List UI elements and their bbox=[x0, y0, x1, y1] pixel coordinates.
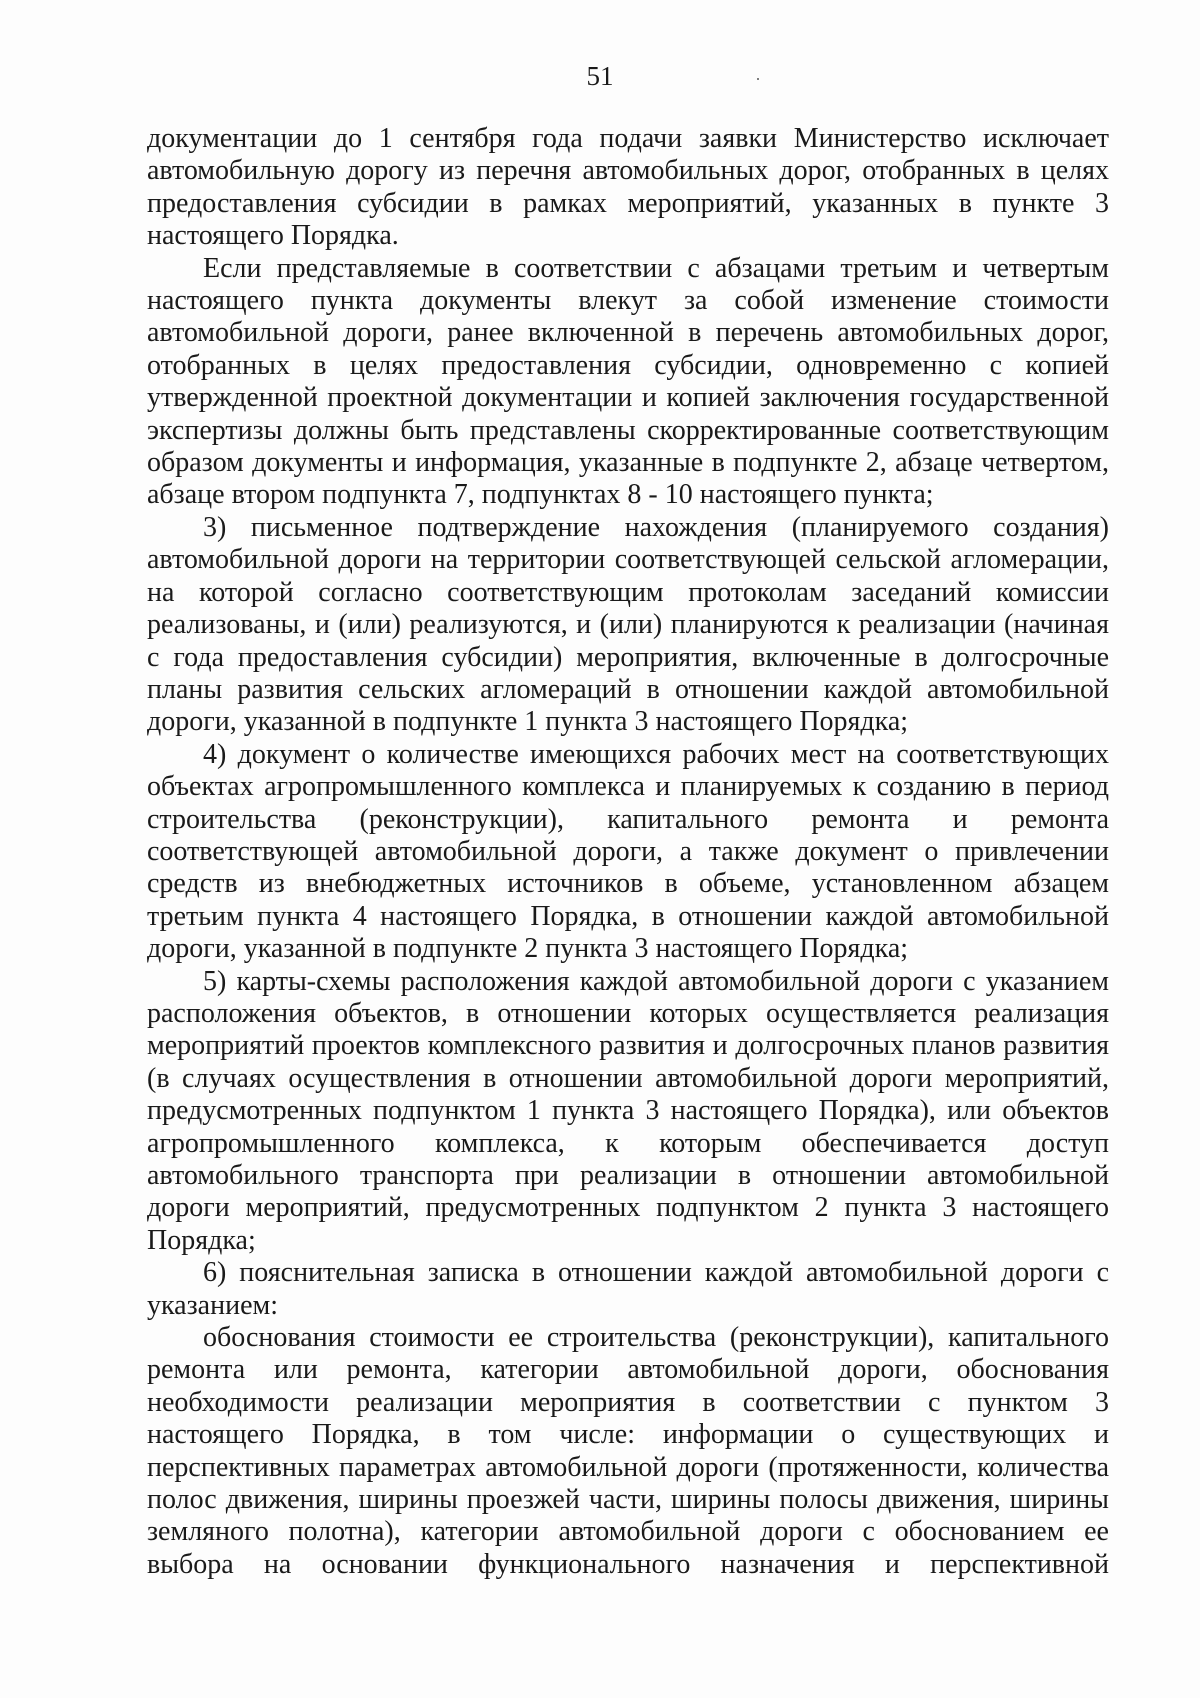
paragraph-item-6: 6) пояснительная записка в отношении каждой автомобильной дороги с указанием: bbox=[147, 1257, 1109, 1321]
paragraph-justification: обоснования стоимости ее строительства (реконструкции), капитального ремонта или ремонта, категории автомобильной дороги, обоснования необходимости реализации мероприятия в соответствии с пунктом 3 настоящего Порядка, в том числе: информации о существующих и перспективных параметрах автомобильной дороги (протяженности, количества полос движения, ширины проезжей части, ширины полосы движения, ширины земляного полотна), категории автомобильной дороги с обоснованием ее выбора на основании функционального назначения и перспективной bbox=[147, 1322, 1109, 1580]
paragraph-cost-change: Если представляемые в соответствии с абзацами третьим и четвертым настоящего пункта документы влекут за собой изменение стоимости автомобильной дороги, ранее включенной в перечень автомобильных дорог, отобранных в целях предоставления субсидии, одновременно с копией утвержденной проектной документации и копией заключения государственной экспертизы должны быть представлены скорректированные соответствующим образом документы и информация, указанные в подпункте 2, абзаце четвертом, абзаце втором подпункта 7, подпунктах 8 - 10 настоящего пункта; bbox=[147, 252, 1109, 511]
document-body bbox=[147, 123, 1109, 1581]
page-number: 51 bbox=[586, 61, 614, 91]
paragraph-item-5: 5) карты-схемы расположения каждой автомобильной дороги с указанием расположения объектов, в отношении которых осуществляется реализация мероприятий проектов комплексного развития и долгосрочных планов развития (в случаях осуществления в отношении автомобильной дороги мероприятий, предусмотренных подпунктом 1 пункта 3 настоящего Порядка), или объектов агропромышленного комплекса, к которым обеспечивается доступ автомобильного транспорта при реализации в отношении автомобильной дороги мероприятий, предусмотренных подпунктом 2 пункта 3 настоящего Порядка; bbox=[147, 965, 1109, 1256]
paragraph-item-4: 4) документ о количестве имеющихся рабочих мест на соответствующих объектах агропромышленного комплекса и планируемых к созданию в период строительства (реконструкции), капитального ремонта и ремонта соответствующей автомобильной дороги, а также документ о привлечении средств из внебюджетных источников в объеме, установленном абзацем третьим пункта 4 настоящего Порядка, в отношении каждой автомобильной дороги, указанной в подпункте 2 пункта 3 настоящего Порядка; bbox=[147, 738, 1109, 965]
paragraph-continuation: документации до 1 сентября года подачи заявки Министерство исключает автомобильную дорогу из перечня автомобильных дорог, отобранных в целях предоставления субсидии в рамках мероприятий, указанных в пункте 3 настоящего Порядка. bbox=[147, 123, 1109, 252]
paragraph-item-3: 3) письменное подтверждение нахождения (планируемого создания) автомобильной дороги на территории соответствующей сельской агломерации, на которой согласно соответствующим протоколам заседаний комиссии реализованы, и (или) реализуются, и (или) планируются к реализации (начиная с года предоставления субсидии) мероприятия, включенные в долгосрочные планы развития сельских агломераций в отношении каждой автомобильной дороги, указанной в подпункте 1 пункта 3 настоящего Порядка; bbox=[147, 511, 1109, 738]
scan-speck bbox=[757, 78, 759, 80]
